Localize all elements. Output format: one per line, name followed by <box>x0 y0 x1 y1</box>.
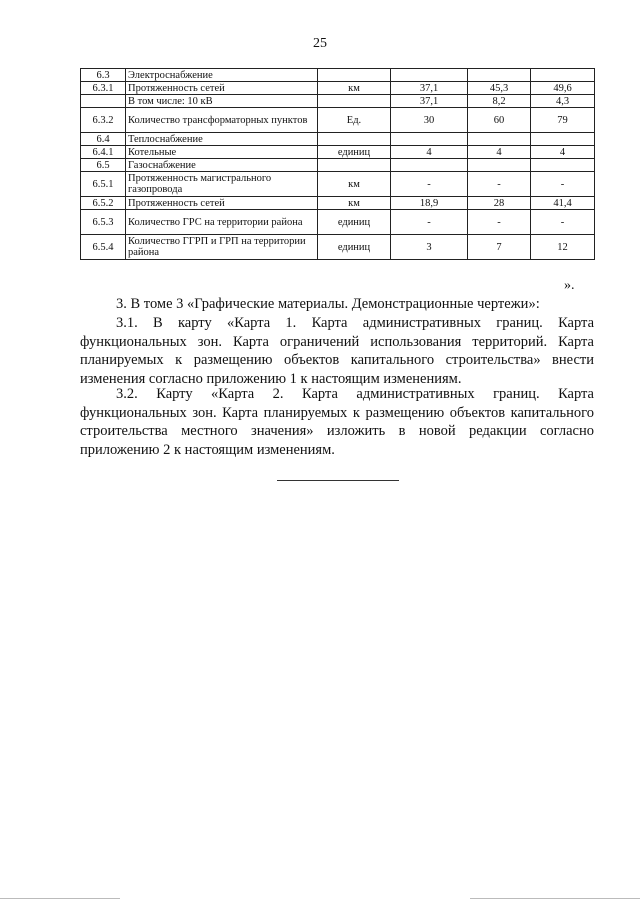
row-value-2: 28 <box>468 197 531 210</box>
row-number <box>81 95 126 108</box>
row-value-3: 49,6 <box>531 82 595 95</box>
closing-quote: ». <box>564 278 575 293</box>
row-number: 6.3 <box>81 69 126 82</box>
row-value-2 <box>468 133 531 146</box>
row-name: Теплоснабжение <box>126 133 318 146</box>
row-value-2: - <box>468 210 531 235</box>
row-name: Котельные <box>126 146 318 159</box>
row-unit: км <box>318 197 391 210</box>
row-value-3 <box>531 159 595 172</box>
row-unit: км <box>318 172 391 197</box>
row-value-3: 79 <box>531 108 595 133</box>
row-value-1 <box>391 159 468 172</box>
row-value-3: 4,3 <box>531 95 595 108</box>
row-name: Протяженность сетей <box>126 197 318 210</box>
row-number: 6.5.4 <box>81 235 126 260</box>
row-value-2 <box>468 69 531 82</box>
row-number: 6.4 <box>81 133 126 146</box>
row-value-2: 45,3 <box>468 82 531 95</box>
row-name: Протяженность сетей <box>126 82 318 95</box>
row-unit <box>318 95 391 108</box>
row-name: В том числе: 10 кВ <box>126 95 318 108</box>
row-value-3: 41,4 <box>531 197 595 210</box>
paragraph-3-2-text: 3.2. Карту «Карта 2. Карта административных границ. Карта функциональных зон. Карта планируемых к размещению объектов капитального строительства местного значения» изложить в новой редакции согласно приложению 2 к настоящим изменениям. <box>80 386 594 458</box>
row-value-1: 3 <box>391 235 468 260</box>
row-name: Электроснабжение <box>126 69 318 82</box>
row-value-3 <box>531 133 595 146</box>
row-value-1: 30 <box>391 108 468 133</box>
row-value-1: 37,1 <box>391 82 468 95</box>
paragraph-3-1-text: 3.1. В карту «Карта 1. Карта административных границ. Карта функциональных зон. Карта ограничений использования территорий. Карта планируемых к размещению объектов капитального строительства» внести изменения согласно приложению 1 к настоящим изменениям. <box>80 315 594 387</box>
scan-edge-line <box>0 898 120 899</box>
row-value-3 <box>531 69 595 82</box>
row-unit <box>318 133 391 146</box>
page-number: 25 <box>313 36 327 51</box>
row-number: 6.5 <box>81 159 126 172</box>
row-value-1: - <box>391 172 468 197</box>
row-value-3: 12 <box>531 235 595 260</box>
row-unit: единиц <box>318 146 391 159</box>
table-row <box>81 69 595 82</box>
row-name: Количество ГГРП и ГРП на территории района <box>126 235 318 260</box>
row-unit <box>318 69 391 82</box>
row-unit <box>318 159 391 172</box>
row-value-1 <box>391 133 468 146</box>
table-row <box>81 210 595 235</box>
row-number: 6.3.1 <box>81 82 126 95</box>
table-row <box>81 159 595 172</box>
row-value-1: 18,9 <box>391 197 468 210</box>
table-row <box>81 235 595 260</box>
row-value-1 <box>391 69 468 82</box>
paragraph-3-2 <box>80 385 594 459</box>
table-row <box>81 133 595 146</box>
row-value-3: 4 <box>531 146 595 159</box>
row-value-2 <box>468 159 531 172</box>
table-row <box>81 197 595 210</box>
row-number: 6.5.2 <box>81 197 126 210</box>
table-row <box>81 146 595 159</box>
row-value-2: 8,2 <box>468 95 531 108</box>
row-value-2: 4 <box>468 146 531 159</box>
table-row <box>81 172 595 197</box>
row-number: 6.5.1 <box>81 172 126 197</box>
row-name: Количество трансформаторных пунктов <box>126 108 318 133</box>
table-row <box>81 108 595 133</box>
row-value-3: - <box>531 210 595 235</box>
paragraph-3-1 <box>80 314 594 388</box>
row-value-2: 60 <box>468 108 531 133</box>
row-value-3: - <box>531 172 595 197</box>
end-divider <box>277 480 399 481</box>
paragraph-3 <box>80 295 594 314</box>
row-name: Количество ГРС на территории района <box>126 210 318 235</box>
row-number: 6.5.3 <box>81 210 126 235</box>
row-unit: км <box>318 82 391 95</box>
table-row <box>81 95 595 108</box>
row-name: Протяженность магистрального газопровода <box>126 172 318 197</box>
paragraph-3-text: 3. В томе 3 «Графические материалы. Демонстрационные чертежи»: <box>116 296 540 312</box>
row-value-1: - <box>391 210 468 235</box>
table-row <box>81 82 595 95</box>
row-unit: единиц <box>318 235 391 260</box>
indicators-table <box>80 68 595 260</box>
row-name: Газоснабжение <box>126 159 318 172</box>
row-value-1: 37,1 <box>391 95 468 108</box>
row-number: 6.4.1 <box>81 146 126 159</box>
row-number: 6.3.2 <box>81 108 126 133</box>
row-unit: единиц <box>318 210 391 235</box>
row-value-2: - <box>468 172 531 197</box>
row-value-2: 7 <box>468 235 531 260</box>
scan-edge-line <box>470 898 640 899</box>
row-value-1: 4 <box>391 146 468 159</box>
row-unit: Ед. <box>318 108 391 133</box>
